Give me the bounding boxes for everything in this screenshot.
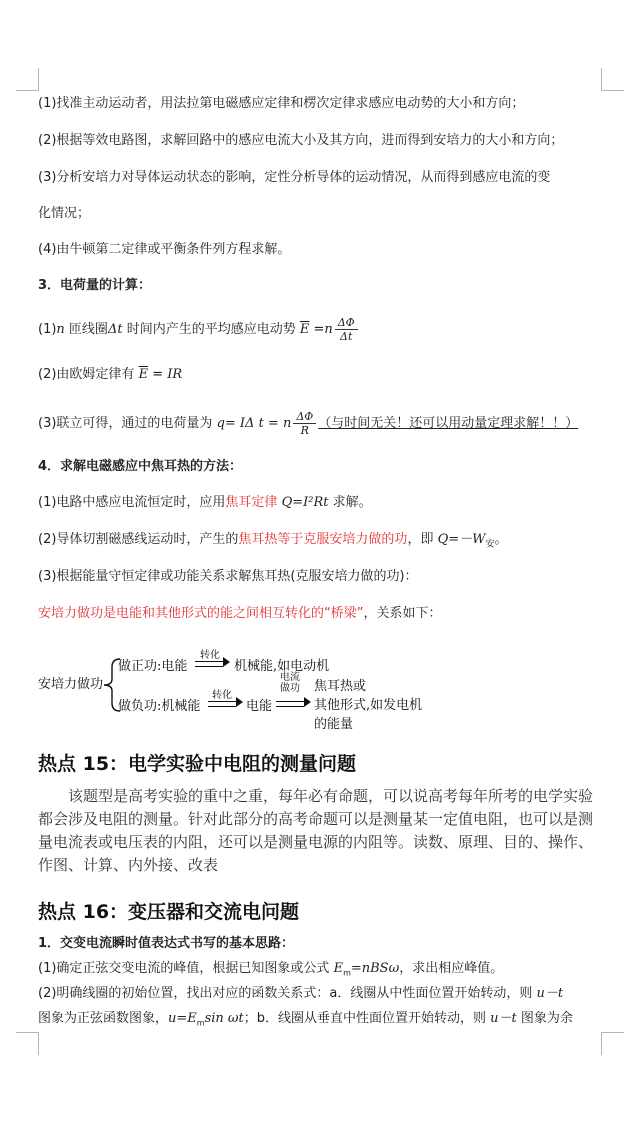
diagram-current-work-label [280,672,300,694]
s16-3-subscript: m [196,1018,205,1028]
section-16-title: 热点 16：变压器和交流电问题 [38,901,300,923]
diagram-current-label: 电流 [280,672,300,683]
diagram-positive-result: 机械能,如电动机 [234,659,330,674]
charge-1-text: 匝线圈 [64,322,108,337]
s16-1-subscript: m [343,968,351,978]
step-line-3-cont: 化情况； [38,206,91,221]
s16-3-formula: u=E [168,1011,197,1026]
corner-mark-top-left [16,68,39,91]
section-16-line-1 [38,960,503,983]
diagram-positive-arrow [195,661,223,667]
step-line-2: (2)根据等效电路图，求解回路中的感应电流大小及其方向，进而得到安培力的大小和方向； [38,133,564,148]
heat-2-text2: ，即 [407,532,438,547]
s16-3-tail: 图象为余 [516,1011,573,1026]
s16-1-formula-2: =nBSω [350,961,400,976]
heat-2-tail: 。 [494,532,508,547]
s16-3-text2: ；b．线圈从垂直中性面位置开始转动，则 [243,1011,491,1026]
charge-2-emf: $\overline{E}$ [138,367,149,382]
fraction-numerator: ΔΦ [293,410,316,424]
diagram-result-line-1: 焦耳热或 [314,679,367,694]
section-16-line-2 [38,985,563,1003]
heat-1-highlight: 焦耳定律 [225,495,278,510]
charge-2-ir: IR [167,367,183,382]
charge-3-q: q= I [216,416,246,431]
heat-line-2 [38,531,508,554]
fraction-numerator: ΔΦ [335,316,358,330]
charge-line-2 [38,366,182,384]
s16-2-formula: u－t [536,986,564,1001]
heat-line-1 [38,494,372,512]
heat-2-formula: Q=－W [437,532,486,547]
corner-mark-bottom-right [601,1032,624,1055]
fraction-denominator: Δt [340,330,353,343]
heat-1-tail: 求解。 [328,495,372,510]
section-16-heading-1: 1．交变电流瞬时值表达式书写的基本思路： [38,936,295,951]
s16-3-text: 图象为正弦函数图象， [38,1011,169,1026]
step-line-1: (1)找准主动运动者，用法拉第电磁感应定律和楞次定律求感应电动势的大小和方向； [38,96,525,111]
fraction-denominator: R [300,424,309,437]
charge-1-prefix: (1) [38,322,57,337]
step-line-3: (3)分析安培力对导体运动状态的影响，定性分析导体的运动情况，从而得到感应电流的变 [38,170,551,185]
diagram-negative-label: 做负功:机械能 [118,699,201,714]
s16-3-formula-3: u－t [490,1011,517,1026]
diagram-positive-arrow-label: 转化 [200,650,220,661]
diagram-negative-arrow [208,701,236,707]
charge-1-n2: n [324,322,333,337]
diagram-result-line-3: 的能量 [314,717,354,732]
diagram-work-label: 做功 [280,683,300,694]
charge-3-note: （与时间无关！还可以用动量定理求解！！） [318,416,579,431]
corner-mark-top-right [601,68,624,91]
diagram-root-label: 安培力做功 [38,677,104,692]
charge-1-text2: 时间内产生的平均感应电动势 [122,322,300,337]
charge-1-fraction [335,316,358,343]
heat-4-tail: ，关系如下： [363,606,442,621]
section-16-line-3 [38,1010,573,1033]
step-line-4: (4)由牛顿第二定律或平衡条件列方程求解。 [38,242,291,257]
diagram-negative-arrow-label: 转化 [212,690,232,701]
charge-1-eq: = [309,322,325,337]
heat-1-formula: Q=I²Rt [277,495,329,510]
diagram-result-line-2: 其他形式,如发电机 [314,698,423,713]
corner-mark-bottom-left [16,1032,39,1055]
s16-1-formula: E [333,961,344,976]
heat-1-text: (1)电路中感应电流恒定时，应用 [38,495,226,510]
heat-2-subscript: 安 [485,539,495,550]
diagram-current-arrow [276,701,304,707]
charge-2-eq: = [148,367,168,382]
section-15-body: 该题型是高考实验的重中之重，每年必有命题，可以说高考每年所考的电学实验都会涉及电阻的测量。针对此部分的高考命题可以是测量某一定值电阻，也可以是测量电流表或电压表的内阻，还可以是测量电源的内阻等。读数、原理、目的、操作、作图、计算、内外接、改表 [38,787,594,874]
diagram-negative-result [314,677,422,734]
s16-3-formula-2: sin ωt [204,1011,244,1026]
diagram-positive-label: 做正功:电能 [118,659,188,674]
section-15-title: 热点 15：电学实验中电阻的测量问题 [38,753,357,775]
heat-2-highlight: 焦耳热等于克服安培力做的功 [238,532,408,547]
heading-charge: 3．电荷量的计算： [38,278,152,293]
s16-1-tail: ，求出相应峰值。 [399,961,504,976]
diagram-negative-mid: 电能 [246,699,273,714]
s16-2-text: (2)明确线圈的初始位置，找出对应的函数关系式：a．线圈从中性面位置开始转动，则 [38,986,537,1001]
heat-line-4 [38,605,442,623]
s16-1-text: (1)确定正弦交变电流的峰值，根据已知图象或公式 [38,961,334,976]
charge-2-text: (2)由欧姆定律有 [38,367,139,382]
charge-1-n: n [56,322,65,337]
charge-1-emf: $\overline{E}$ [299,322,310,337]
charge-3-fraction [293,410,316,437]
charge-line-1 [38,316,360,343]
charge-line-3 [38,410,578,437]
heat-2-text: (2)导体切割磁感线运动时，产生的 [38,532,239,547]
heat-4-highlight: 安培力做功是电能和其他形式的能之间相互转化的“桥梁” [38,606,364,621]
charge-1-dt: Δt [107,322,123,337]
heat-line-3: (3)根据能量守恒定律或功能关系求解焦耳热(克服安培力做的功)： [38,569,418,584]
charge-3-text: (3)联立可得，通过的电荷量为 [38,416,217,431]
charge-3-dt: Δ t = n [245,416,292,431]
heading-joule-heat: 4．求解电磁感应中焦耳热的方法： [38,459,243,474]
